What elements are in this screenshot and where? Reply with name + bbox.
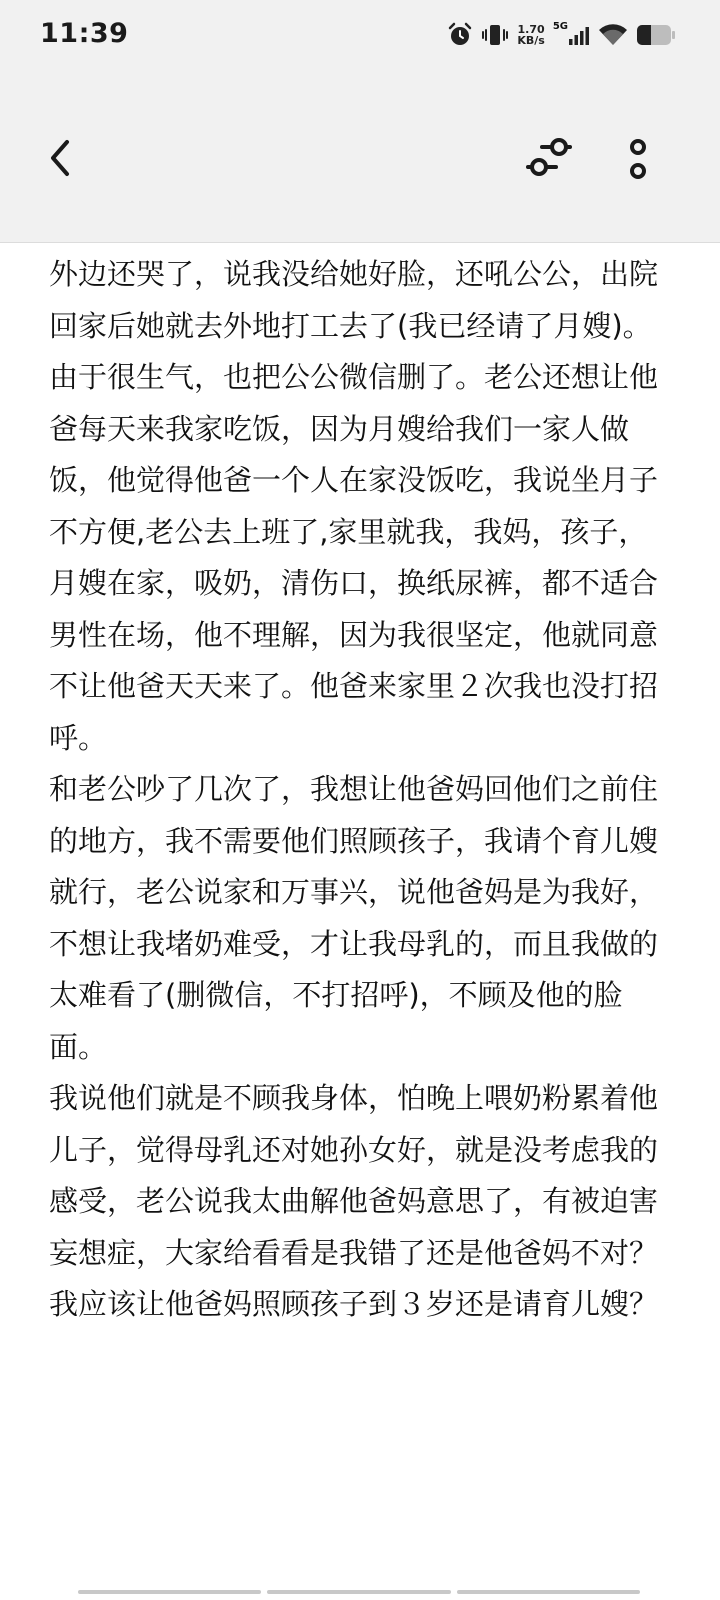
net-speed-value: 1.70 [517,23,545,36]
article-paragraph: 和老公吵了几次了，我想让他爸妈回他们之前住的地方，我不需要他们照顾孩子，我请个育儿嫂就行，老公说家和万事兴，说他爸妈是为我好，不想让我堵奶难受，才让我母乳的，而且我做的太难看了(删微信，不打招呼)，不顾及他的脸面。 [49,772,659,1064]
page-indicator-segment [78,1590,261,1594]
battery-icon [636,23,676,47]
signal-icon [568,24,590,46]
back-button[interactable] [38,132,82,184]
article-body [49,249,671,1331]
more-vertical-icon [628,137,648,181]
vibrate-icon [481,22,509,48]
filter-button[interactable] [524,132,574,182]
net-speed [517,24,544,46]
article-scroll-area[interactable] [0,243,720,1553]
alarm-icon [447,22,473,48]
app-header [0,0,720,243]
status-icons [447,22,676,48]
page-indicator-segment [457,1590,640,1594]
more-button[interactable] [618,132,658,186]
article-paragraph: 外边还哭了，说我没给她好脸，还吼公公，出院回家后她就去外地打工去了(我已经请了月嫂)。 [49,257,659,343]
article-paragraph: 我说他们就是不顾我身体，怕晚上喂奶粉累着他儿子，觉得母乳还对她孙女好，就是没考虑我的感受，老公说我太曲解他爸妈意思了，有被迫害妄想症，大家给看看是我错了还是他爸妈不对？我应该让他爸妈照顾孩子到３岁还是请育儿嫂？ [49,1081,659,1321]
wifi-icon [598,23,628,47]
article-paragraph: 由于很生气，也把公公微信删了。老公还想让他爸每天来我家吃饭，因为月嫂给我们一家人做饭，他觉得他爸一个人在家没饭吃，我说坐月子不方便,老公去上班了,家里就我，我妈，孩子，月嫂在家，吸奶，清伤口，换纸尿裤，都不适合男性在场，他不理解，因为我很坚定，他就同意不让他爸天天来了。他爸来家里２次我也没打招呼。 [49,360,659,755]
status-time: 11:39 [40,18,129,49]
page-indicator [78,1590,640,1594]
chevron-left-icon [47,138,73,178]
net-speed-unit: KB/s [517,34,545,47]
network-type: 5G [552,21,568,32]
page-indicator-segment [267,1590,450,1594]
sliders-icon [526,136,572,178]
